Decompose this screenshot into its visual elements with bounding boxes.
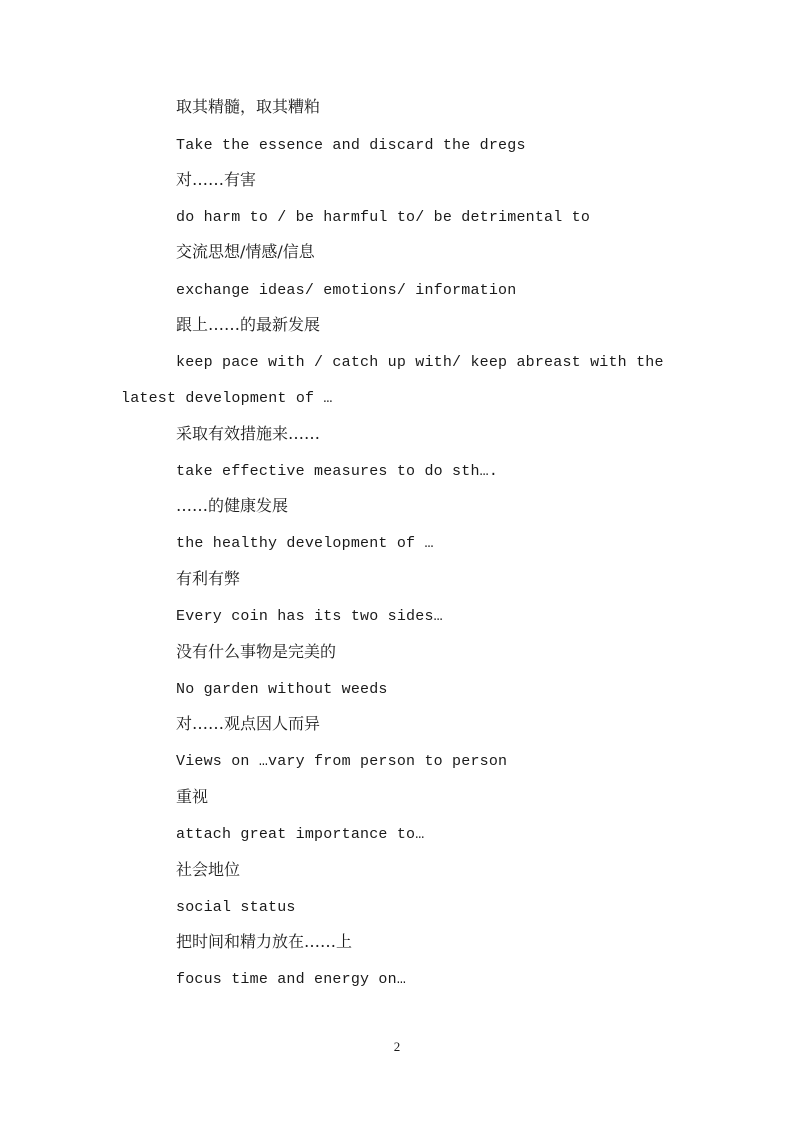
phrase-english: do harm to / be harmful to/ be detrimental to [176, 209, 591, 226]
phrase-chinese: 跟上……的最新发展 [176, 315, 321, 334]
phrase-chinese: 取其精髓，取其糟粕 [176, 97, 321, 116]
phrase-chinese: 有利有弊 [176, 569, 241, 588]
phrase-english: attach great importance to… [176, 826, 425, 843]
phrase-english: Every coin has its two sides… [176, 608, 443, 625]
phrase-chinese: 重视 [176, 787, 209, 806]
phrase-english: Take the essence and discard the dregs [176, 137, 526, 154]
phrase-chinese: 把时间和精力放在……上 [176, 932, 353, 951]
phrase-chinese: 对……观点因人而异 [176, 714, 321, 733]
phrase-chinese: ……的健康发展 [176, 496, 289, 515]
phrase-chinese: 没有什么事物是完美的 [176, 642, 337, 661]
phrase-english: keep pace with / catch up with/ keep abreast with the [176, 354, 664, 371]
phrase-english: focus time and energy on… [176, 971, 407, 988]
phrase-english: social status [176, 899, 296, 916]
phrase-chinese: 社会地位 [176, 860, 241, 879]
page-number: 2 [393, 1039, 401, 1054]
phrase-english: the healthy development of … [176, 535, 434, 552]
phrase-english: take effective measures to do sth…. [176, 463, 499, 480]
phrase-english: No garden without weeds [176, 681, 388, 698]
phrase-chinese: 交流思想/情感/信息 [176, 242, 315, 261]
phrase-chinese: 对……有害 [176, 170, 257, 189]
phrase-english: exchange ideas/ emotions/ information [176, 282, 517, 299]
phrase-chinese: 采取有效措施来…… [176, 424, 321, 443]
phrase-english-continuation: latest development of … [121, 390, 333, 407]
phrase-english: Views on …vary from person to person [176, 753, 508, 770]
